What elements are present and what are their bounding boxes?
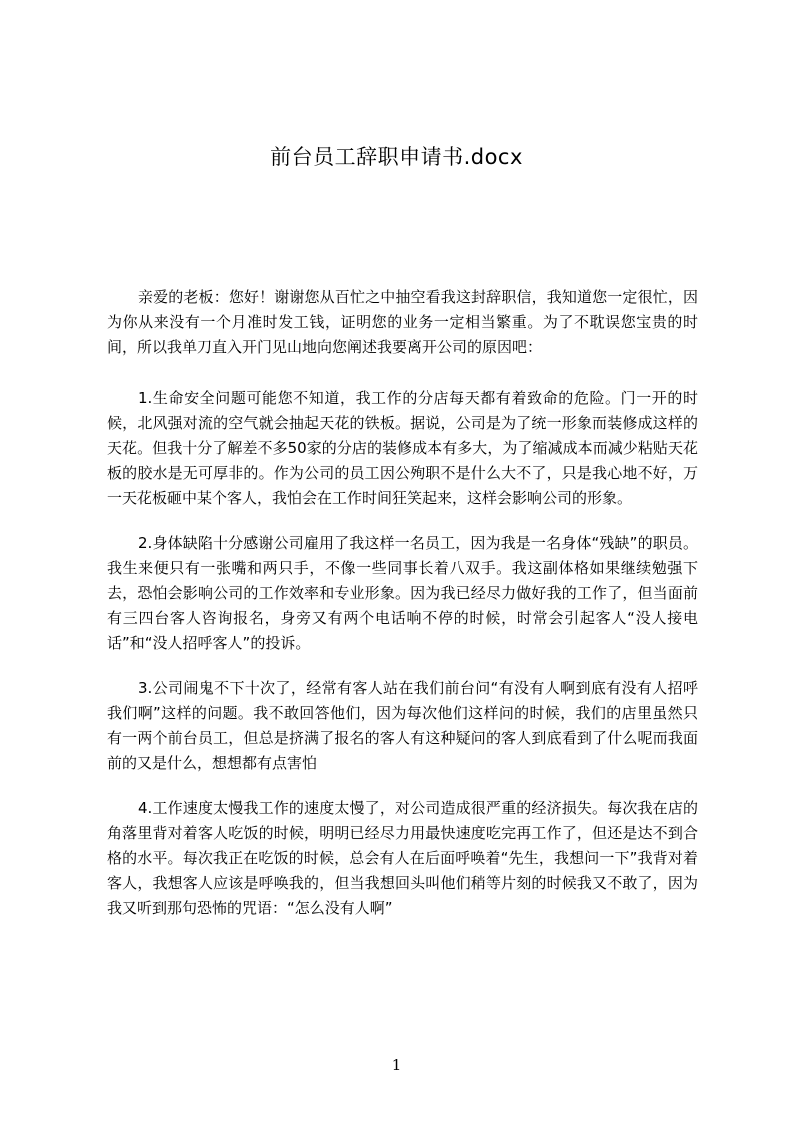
page-number: 1 bbox=[391, 1056, 402, 1074]
paragraph-reason-4: 4.工作速度太慢我工作的速度太慢了，对公司造成很严重的经济损失。每次我在店的角落里背对着客人吃饭的时候，明明已经尽力用最快速度吃完再工作了，但还是达不到合格的水平。每次我正在吃饭的时候，总会有人在后面呼唤着“先生，我想问一下”我背对着客人，我想客人应该是呼唤我的，但当我想回头叫他们稍等片刻的时候我又不敢了，因为我又听到那句恐怖的咒语：“怎么没有人啊” bbox=[107, 799, 698, 917]
paragraph-reason-3: 3.公司闹鬼不下十次了，经常有客人站在我们前台问“有没有人啊到底有没有人招呼我们啊”这样的问题。我不敢回答他们，因为每次他们这样问的时候，我们的店里虽然只有一两个前台员工，但总是挤满了报名的客人有这种疑问的客人到底看到了什么呢而我面前的又是什么，想想都有点害怕 bbox=[107, 679, 698, 772]
document-title: 前台员工辞职申请书.docx bbox=[270, 145, 523, 169]
paragraph-greeting: 亲爱的老板：您好！谢谢您从百忙之中抽空看我这封辞职信，我知道您一定很忙，因为你从来没有一个月准时发工钱，证明您的业务一定相当繁重。为了不耽误您宝贵的时间，所以我单刀直入开门见山地向您阐述我要离开公司的原因吧： bbox=[107, 288, 698, 356]
paragraph-reason-1: 1.生命安全问题可能您不知道，我工作的分店每天都有着致命的危险。门一开的时候，北风强对流的空气就会抽起天花的铁板。据说，公司是为了统一形象而装修成这样的天花。但我十分了解差不多50家的分店的装修成本有多大，为了缩减成本而减少粘贴天花板的胶水是无可厚非的。作为公司的员工因公殉职不是什么大不了，只是我心地不好，万一天花板砸中某个客人，我怕会在工作时间狂笑起来，这样会影响公司的形象。 bbox=[107, 389, 698, 507]
paragraph-reason-2: 2.身体缺陷十分感谢公司雇用了我这样一名员工，因为我是一名身体“残缺”的职员。我生来便只有一张嘴和两只手，不像一些同事长着八双手。我这副体格如果继续勉强下去，恐怕会影响公司的工作效率和专业形象。因为我已经尽力做好我的工作了，但当面前有三四台客人咨询报名，身旁又有两个电话响不停的时候，时常会引起客人“没人接电话”和“没人招呼客人”的投诉。 bbox=[107, 534, 698, 652]
document-body bbox=[107, 285, 698, 941]
